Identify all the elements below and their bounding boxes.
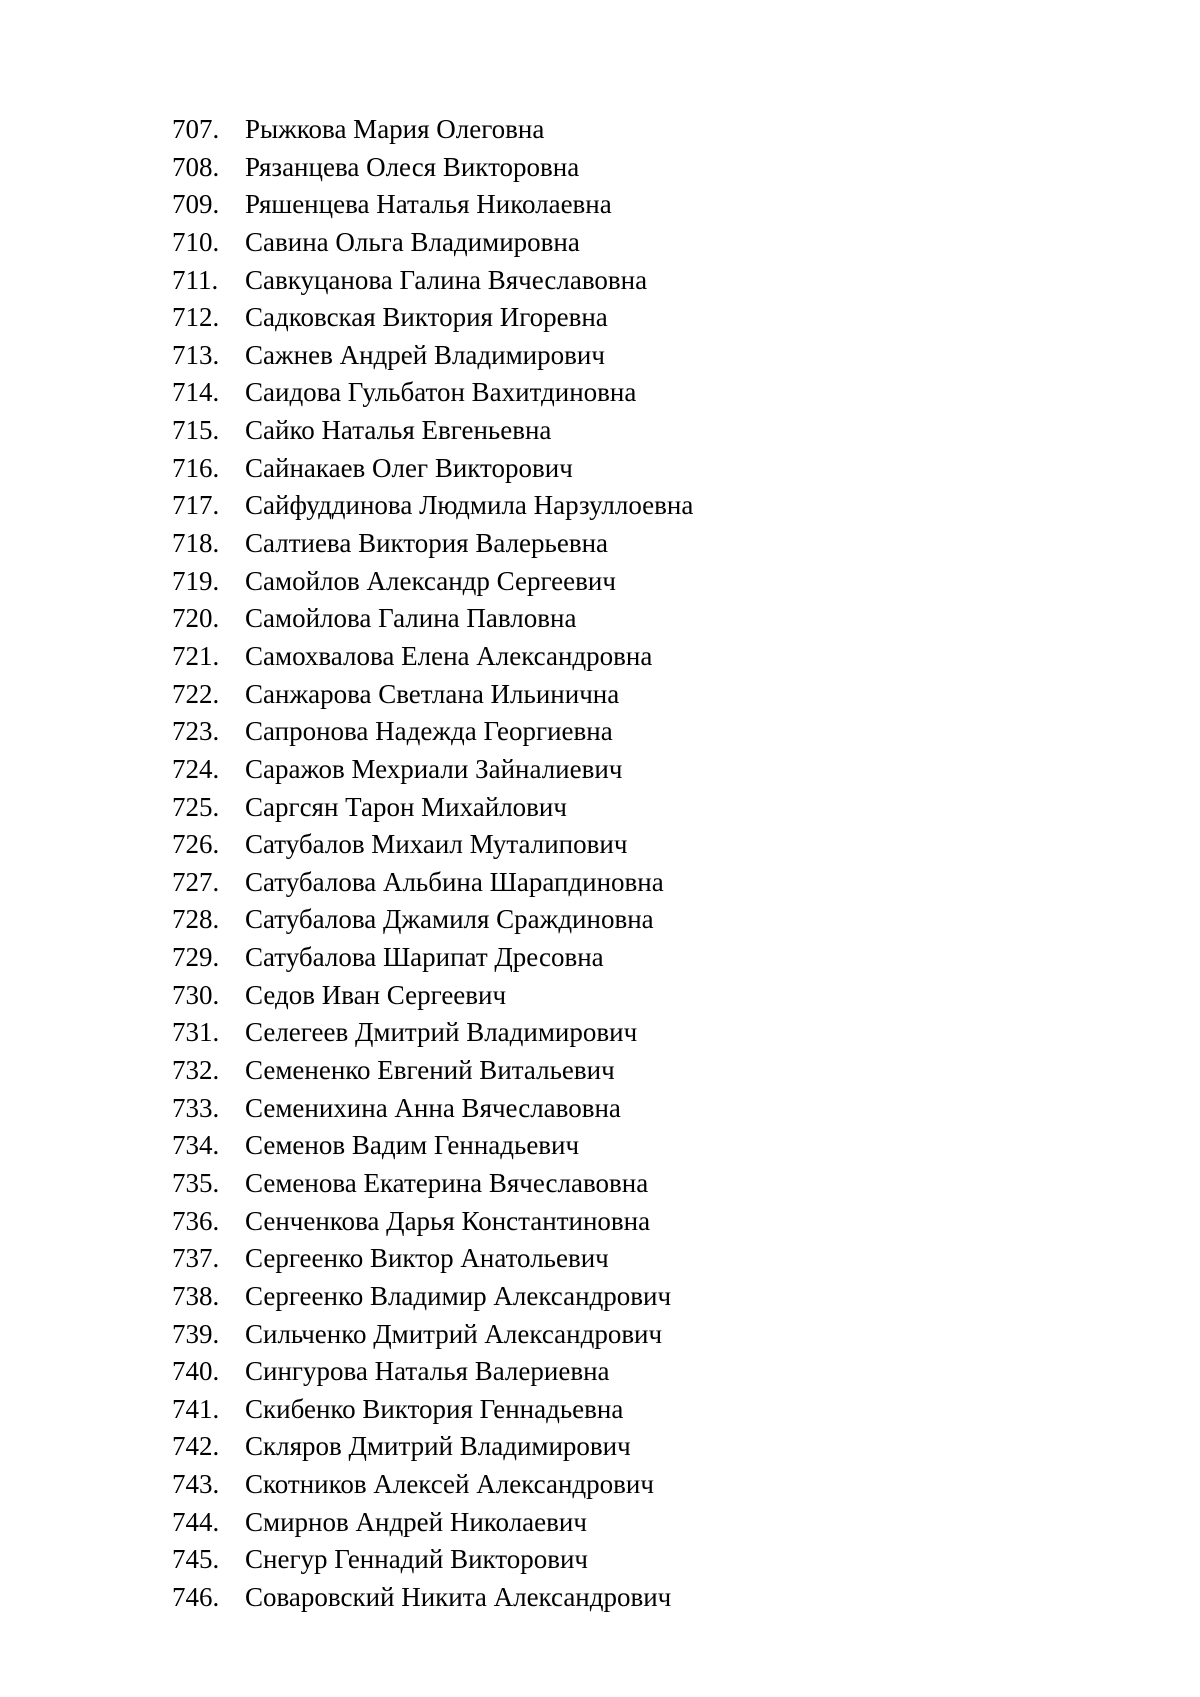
item-name: Сажнев Андрей Владимирович [245, 339, 605, 370]
item-name: Рыжкова Мария Олеговна [245, 114, 545, 144]
item-number: 727. [172, 866, 220, 897]
item-name: Сатубалова Джамиля Сраждиновна [245, 904, 654, 935]
item-number: 713. [172, 339, 220, 370]
item-number: 720. [172, 603, 220, 634]
item-number: 733. [172, 1092, 220, 1123]
item-name: Селегеев Дмитрий Владимирович [245, 1017, 638, 1048]
item-number: 717. [172, 490, 220, 521]
item-name: Семененко Евгений Витальевич [245, 1055, 615, 1086]
item-number: 711. [172, 264, 219, 295]
item-number: 730. [172, 979, 220, 1010]
item-number: 732. [172, 1055, 220, 1086]
item-name: Савкуцанова Галина Вячеславовна [245, 264, 648, 295]
item-name: Сергеенко Виктор Анатольевич [245, 1243, 609, 1274]
item-name: Самойлов Александр Сергеевич [245, 565, 616, 596]
item-name: Сайнакаев Олег Викторович [245, 452, 573, 483]
item-number: 731. [172, 1017, 220, 1048]
item-name: Рязанцева Олеся Викторовна [245, 151, 580, 182]
item-number: 716. [172, 452, 220, 483]
item-number: 724. [172, 753, 220, 784]
item-name: Сайко Наталья Евгеньевна [245, 415, 552, 446]
item-number: 746. [172, 1581, 220, 1612]
item-name: Смирнов Андрей Николаевич [245, 1506, 587, 1537]
item-number: 722. [172, 678, 220, 709]
item-number: 726. [172, 829, 220, 860]
item-name: Сайфуддинова Людмила Нарзуллоевна [245, 490, 694, 521]
item-name: Сергеенко Владимир Александрович [245, 1280, 672, 1311]
item-number: 708. [172, 151, 220, 182]
item-number: 735. [172, 1167, 220, 1198]
item-name: Снегур Геннадий Викторович [245, 1544, 589, 1575]
item-name: Ряшенцева Наталья Николаевна [245, 189, 612, 220]
item-number: 707. [172, 114, 220, 144]
item-number: 710. [172, 226, 220, 257]
item-number: 725. [172, 791, 220, 822]
item-name: Самохвалова Елена Александровна [245, 640, 653, 671]
item-number: 729. [172, 942, 220, 973]
item-name: Соваровский Никита Александрович [245, 1581, 672, 1612]
item-number: 736. [172, 1205, 220, 1236]
item-number: 709. [172, 189, 220, 220]
item-name: Сингурова Наталья Валериевна [245, 1356, 610, 1387]
item-number: 743. [172, 1469, 220, 1500]
item-name: Саргсян Тарон Михайлович [245, 791, 567, 822]
item-number: 721. [172, 640, 220, 671]
item-number: 714. [172, 377, 220, 408]
item-name: Семенова Екатерина Вячеславовна [245, 1167, 649, 1198]
item-name: Сенченкова Дарья Константиновна [245, 1205, 651, 1236]
item-name: Санжарова Светлана Ильинична [245, 678, 620, 709]
item-number: 718. [172, 528, 220, 559]
item-number: 715. [172, 415, 220, 446]
item-number: 719. [172, 565, 220, 596]
item-number: 728. [172, 904, 220, 935]
item-name: Самойлова Галина Павловна [245, 603, 577, 634]
item-number: 742. [172, 1431, 220, 1462]
item-name: Сильченко Дмитрий Александрович [245, 1318, 663, 1349]
item-number: 744. [172, 1506, 220, 1537]
item-name: Савина Ольга Владимировна [245, 226, 580, 257]
item-name: Саражов Мехриали Зайналиевич [245, 753, 623, 784]
item-name: Сатубалова Шарипат Дресовна [245, 942, 604, 973]
item-name: Седов Иван Сергеевич [245, 979, 507, 1010]
item-number: 712. [172, 302, 220, 333]
item-number: 723. [172, 716, 220, 747]
item-name: Скляров Дмитрий Владимирович [245, 1431, 631, 1462]
item-number: 737. [172, 1243, 220, 1274]
item-number: 739. [172, 1318, 220, 1349]
item-name: Сатубалов Михаил Муталипович [245, 829, 628, 860]
item-name: Скибенко Виктория Геннадьевна [245, 1393, 624, 1424]
item-name: Салтиева Виктория Валерьевна [245, 528, 609, 559]
item-name: Сатубалова Альбина Шарапдиновна [245, 866, 664, 897]
item-name: Скотников Алексей Александрович [245, 1469, 654, 1500]
item-number: 734. [172, 1130, 220, 1161]
item-number: 740. [172, 1356, 220, 1387]
item-number: 738. [172, 1280, 220, 1311]
item-number: 741. [172, 1393, 220, 1424]
item-name: Сапронова Надежда Георгиевна [245, 716, 613, 747]
item-name: Саидова Гульбатон Вахитдиновна [245, 377, 637, 408]
item-name: Семенов Вадим Геннадьевич [245, 1130, 580, 1161]
item-name: Семенихина Анна Вячеславовна [245, 1092, 621, 1123]
item-number: 745. [172, 1544, 220, 1575]
item-name: Садковская Виктория Игоревна [245, 302, 608, 333]
